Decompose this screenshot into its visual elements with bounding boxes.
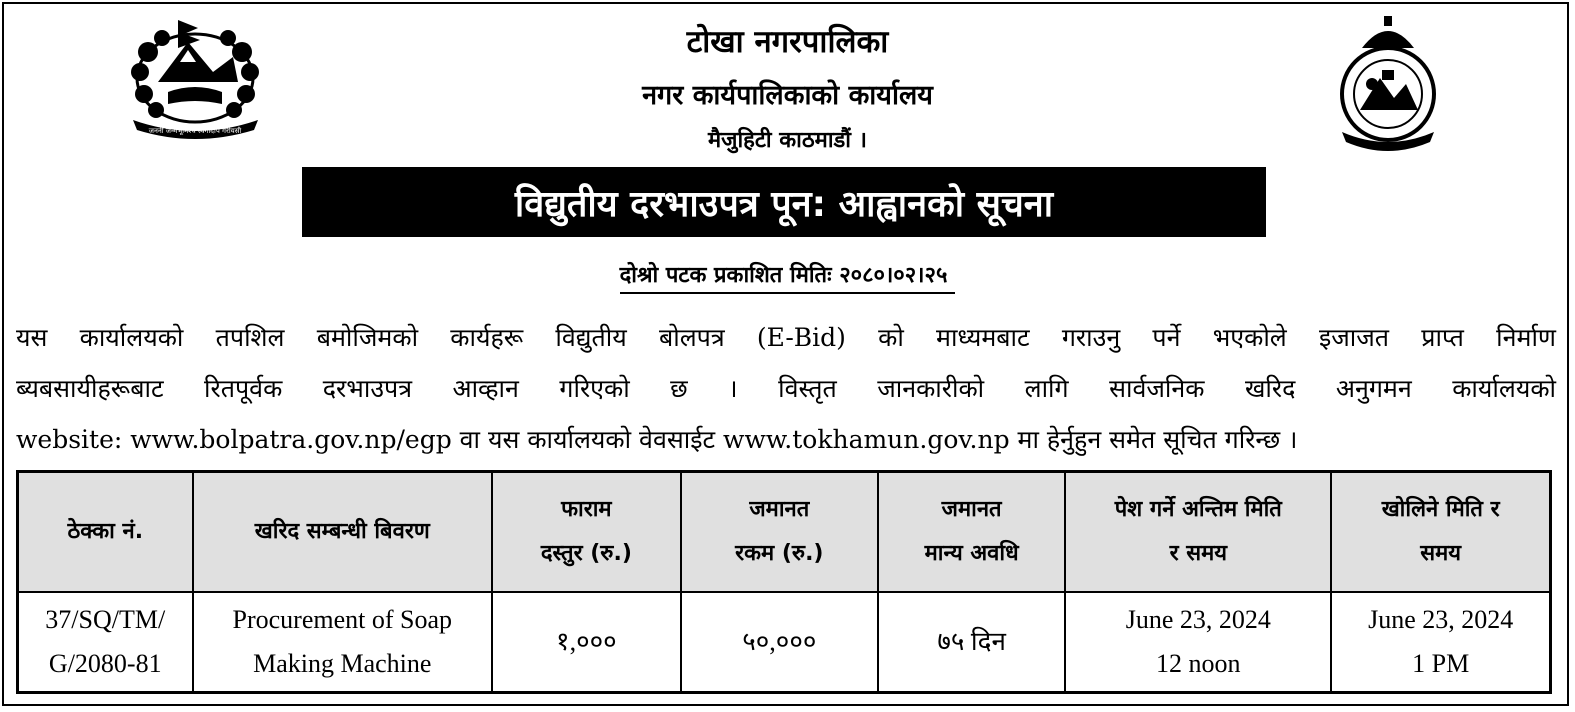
- emblem-motto: जननी जन्मभूमिश्च स्वर्गादपि गरीयसी: [148, 127, 242, 135]
- cell-opening-date: June 23, 2024 1 PM: [1331, 592, 1550, 693]
- body-line: यस कार्यालयको तपशिल बमोजिमको कार्यहरू विद्युतीय बोलपत्र (E-Bid) को माध्यमबाट गराउनु पर्ने भएकोले इजाजत प्राप्त निर्माण: [16, 323, 1556, 352]
- col-header-description: खरिद सम्बन्धी बिवरण: [193, 472, 492, 593]
- col-header-submission-deadline: पेश गर्ने अन्तिम मिति र समय: [1065, 472, 1331, 593]
- cell-submission-deadline: June 23, 2024 12 noon: [1065, 592, 1331, 693]
- table-header-row: [18, 472, 1551, 593]
- cell-security-validity: ७५ दिन: [878, 592, 1065, 693]
- col-header-security-validity: जमानत मान्य अवधि: [878, 472, 1065, 593]
- publish-date: दोश्रो पटक प्रकाशित मितिः २०८०।०२।२५: [620, 263, 956, 294]
- office-address: मैजुहिटी काठमाडौं ।: [707, 128, 867, 153]
- notice-title: विद्युतीय दरभाउपत्र पून: आह्वानको सूचना: [514, 183, 1054, 225]
- publish-date-line: [0, 259, 1575, 289]
- office-name: नगर कार्यपालिकाको कार्यालय: [642, 80, 933, 111]
- org-name: टोखा नगरपालिका: [686, 24, 889, 60]
- col-header-opening-date: खोलिने मिति र समय: [1331, 472, 1550, 593]
- cell-form-fee: १,०००: [492, 592, 681, 693]
- col-header-form-fee: फाराम दस्तुर (रु.): [492, 472, 681, 593]
- tender-table: [16, 470, 1552, 694]
- notice-body: [16, 312, 1556, 465]
- cell-contract-no: 37/SQ/TM/ G/2080-81: [18, 592, 193, 693]
- cell-description: Procurement of Soap Making Machine: [193, 592, 492, 693]
- body-line: website: www.bolpatra.gov.np/egp वा यस कार्यालयको वेवसाईट www.tokhamun.gov.np मा हेर्नुहुन समेत सूचित गरिन्छ ।: [16, 425, 1298, 454]
- notice-title-banner: [302, 167, 1266, 237]
- col-header-security-amount: जमानत रकम (रु.): [681, 472, 878, 593]
- col-header-contract-no: ठेक्का नं.: [18, 472, 193, 593]
- table-row: [18, 592, 1551, 693]
- cell-security-amount: ५०,०००: [681, 592, 878, 693]
- body-line: ब्यबसायीहरूबाट रितपूर्वक दरभाउपत्र आव्हान गरिएको छ । विस्तृत जानकारीको लागि सार्वजनिक खरिद अनुगमन कार्यालयको: [16, 374, 1556, 403]
